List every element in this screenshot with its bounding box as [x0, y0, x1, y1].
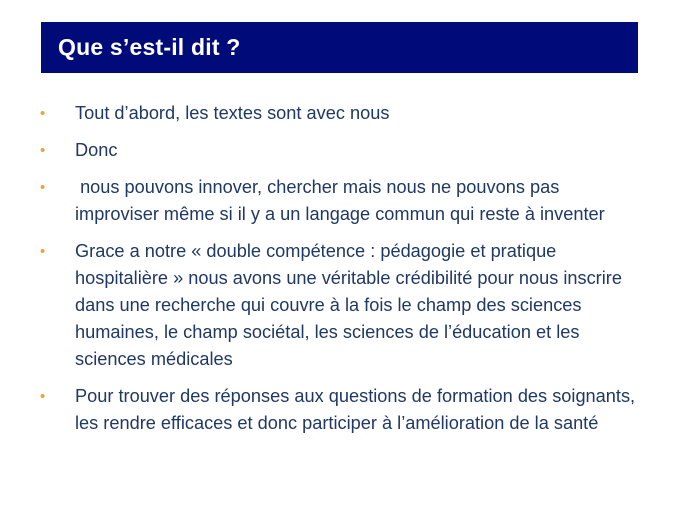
slide-title: Que s’est-il dit ? [58, 34, 241, 60]
bullet-item [38, 174, 648, 228]
bullet-icon: • [40, 243, 46, 260]
bullet-icon: • [40, 179, 46, 196]
bullet-list [38, 100, 648, 447]
bullet-item [38, 137, 648, 164]
bullet-text: Grace a notre « double compétence : pédagogie et pratique hospitalière » nous avons une véritable crédibilité pour nous inscrire dans une recherche qui couvre à la fois le champ des sciences humaines, le champ sociétal, les sciences de l’éducation et les sciences médicales [75, 241, 628, 369]
bullet-item [38, 383, 648, 437]
bullet-icon: • [40, 142, 46, 159]
title-bar [41, 22, 638, 73]
bullet-text: Donc [75, 140, 118, 160]
bullet-text: Tout d’abord, les textes sont avec nous [75, 103, 390, 123]
bullet-item [38, 238, 648, 373]
bullet-text: nous pouvons innover, chercher mais nous ne pouvons pas improviser même si il y a un langage commun qui reste à inventer [75, 177, 605, 224]
bullet-icon: • [40, 388, 46, 405]
bullet-item [38, 100, 648, 127]
bullet-icon: • [40, 105, 46, 122]
bullet-text: Pour trouver des réponses aux questions de formation des soignants, les rendre efficaces et donc participer à l’amélioration de la santé [75, 386, 641, 433]
